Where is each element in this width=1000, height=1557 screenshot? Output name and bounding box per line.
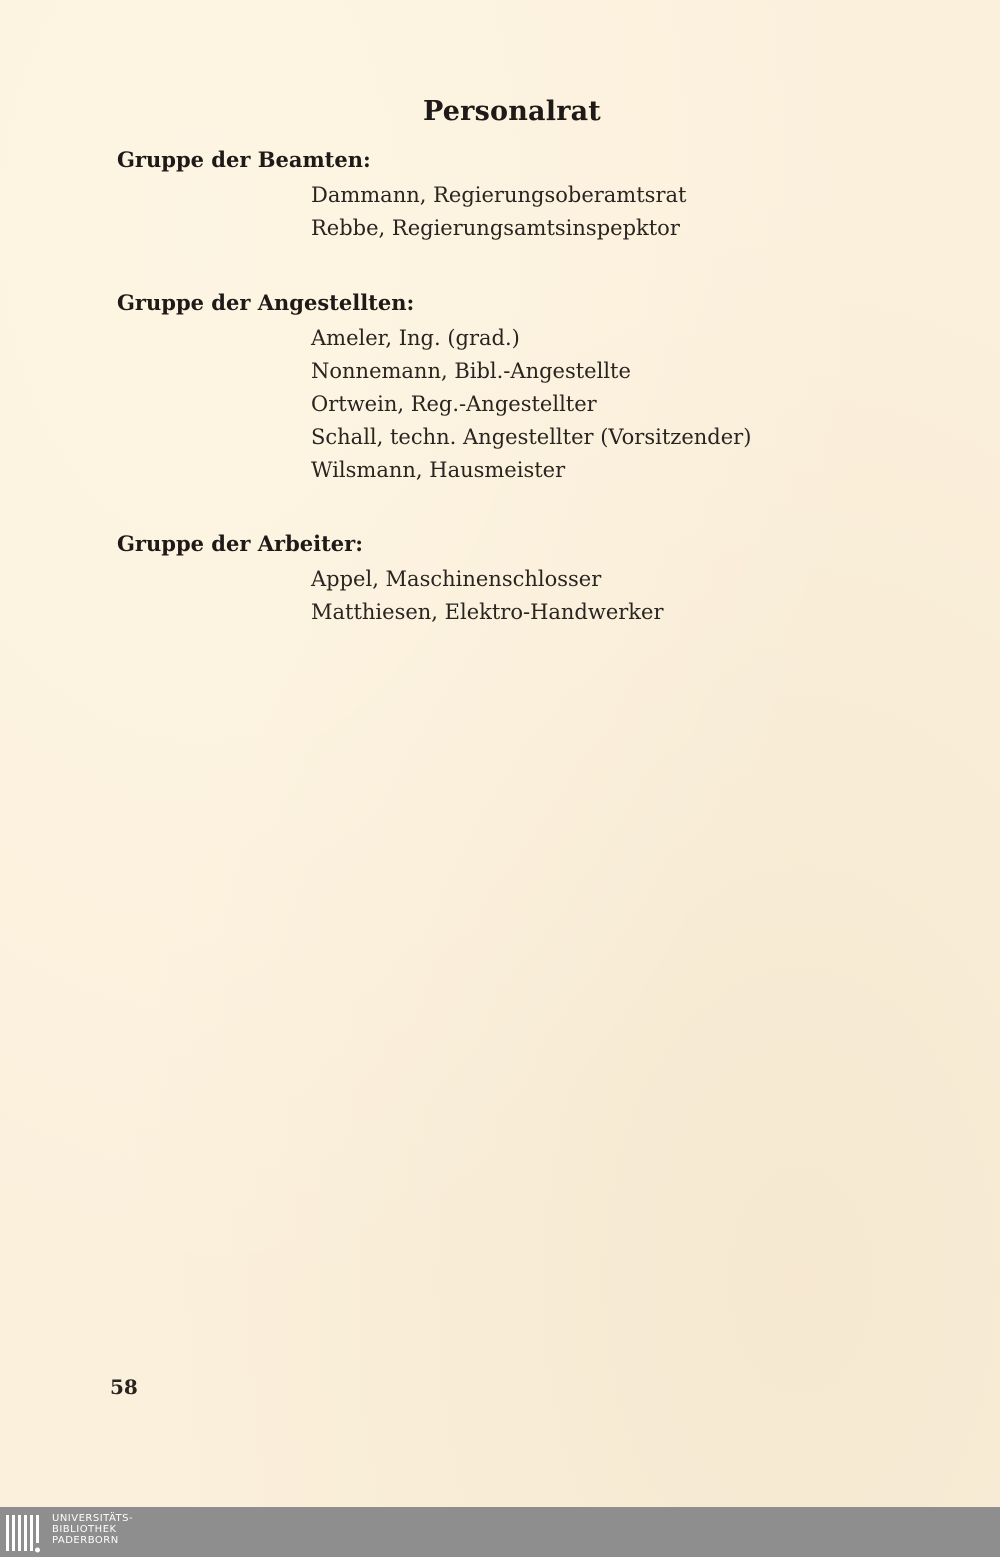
list-item: Wilsmann, Hausmeister [311, 458, 566, 482]
list-item: Rebbe, Regierungsamtsinspepktor [311, 216, 680, 240]
library-footer-bar [0, 1507, 1000, 1557]
list-item: Dammann, Regierungsoberamtsrat [311, 183, 687, 207]
group-list-beamten [311, 179, 686, 245]
group-heading-angestellten: Gruppe der Angestellten: [117, 290, 415, 315]
list-item: Schall, techn. Angestellter (Vorsitzender) [311, 425, 752, 449]
page-number: 58 [110, 1375, 138, 1399]
list-item: Ortwein, Reg.-Angestellter [311, 392, 597, 416]
list-item: Nonnemann, Bibl.-Angestellte [311, 359, 631, 383]
group-heading-beamten: Gruppe der Beamten: [117, 147, 371, 172]
group-heading-arbeiter: Gruppe der Arbeiter: [117, 531, 363, 556]
logo-line: BIBLIOTHEK [52, 1524, 117, 1535]
group-list-arbeiter [311, 563, 664, 629]
group-list-angestellten [311, 322, 751, 487]
library-logo-text [52, 1513, 133, 1546]
list-item: Ameler, Ing. (grad.) [311, 326, 520, 350]
list-item: Appel, Maschinenschlosser [311, 567, 602, 591]
page-title: Personalrat [423, 96, 601, 127]
logo-line: PADERBORN [52, 1535, 119, 1546]
library-logo-icon [4, 1513, 46, 1555]
logo-line: UNIVERSITÄTS- [52, 1513, 134, 1524]
list-item: Matthiesen, Elektro-Handwerker [311, 600, 664, 624]
